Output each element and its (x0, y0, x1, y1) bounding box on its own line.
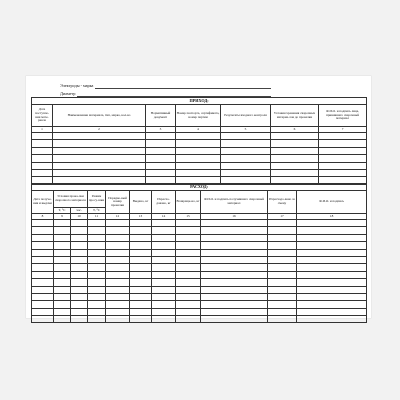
entry-cell[interactable] (152, 316, 176, 323)
entry-cell[interactable] (201, 293, 268, 300)
entry-cell[interactable] (54, 316, 71, 323)
expense-rows (32, 220, 367, 323)
entry-cell[interactable] (146, 155, 176, 162)
entry-cell[interactable] (297, 249, 367, 256)
table-row (32, 316, 367, 323)
expense-num-13: 13 (130, 214, 152, 220)
income-col-normative: Нормативный документ (146, 105, 176, 127)
entry-cell[interactable] (319, 162, 367, 169)
entry-cell[interactable] (106, 286, 130, 293)
entry-cell[interactable] (146, 169, 176, 176)
entry-cell[interactable] (297, 242, 367, 249)
entry-cell[interactable] (53, 147, 146, 154)
entry-cell[interactable] (176, 271, 201, 278)
entry-cell[interactable] (88, 220, 106, 227)
entry-cell[interactable] (152, 227, 176, 234)
entry-cell[interactable] (201, 308, 268, 315)
expense-num-12: 12 (106, 214, 130, 220)
entry-cell[interactable] (53, 140, 146, 147)
entry-cell[interactable] (201, 286, 268, 293)
entry-cell[interactable] (54, 308, 71, 315)
table-row (32, 301, 367, 308)
entry-cell[interactable] (297, 301, 367, 308)
entry-cell[interactable] (221, 140, 271, 147)
expense-col-date: Дата получе-ния и выдачи (32, 191, 54, 214)
income-col-storage: Условия хранения сварочных материа-лов до прокалки (271, 105, 319, 127)
table-row (32, 249, 367, 256)
entry-cell[interactable] (106, 301, 130, 308)
entry-cell[interactable] (54, 271, 71, 278)
entry-cell[interactable] (268, 227, 297, 234)
entry-cell[interactable] (54, 227, 71, 234)
expense-num-17: 17 (268, 214, 297, 220)
entry-cell[interactable] (71, 242, 88, 249)
entry-cell[interactable] (271, 147, 319, 154)
entry-cell[interactable] (176, 279, 201, 286)
entry-cell[interactable] (271, 169, 319, 176)
entry-cell[interactable] (319, 133, 367, 140)
electrodes-field (60, 83, 93, 88)
entry-cell[interactable] (71, 279, 88, 286)
expense-col-calc-temp: T, °C (54, 208, 71, 214)
expense-col-shift: Израсходо-вано за смену (268, 191, 297, 214)
entry-cell[interactable] (268, 242, 297, 249)
entry-cell[interactable] (88, 279, 106, 286)
entry-cell[interactable] (146, 133, 176, 140)
expense-num-8: 8 (32, 214, 54, 220)
entry-cell[interactable] (297, 256, 367, 263)
table-row (32, 256, 367, 263)
income-col-material: Наименование материала, тип, марка, кол-во (53, 105, 146, 127)
entry-cell[interactable] (176, 316, 201, 323)
entry-cell[interactable] (54, 279, 71, 286)
entry-cell[interactable] (152, 256, 176, 263)
entry-cell[interactable] (88, 271, 106, 278)
entry-cell[interactable] (88, 293, 106, 300)
entry-cell[interactable] (130, 249, 152, 256)
entry-cell[interactable] (71, 301, 88, 308)
entry-cell[interactable] (221, 147, 271, 154)
entry-cell[interactable] (32, 147, 53, 154)
entry-cell[interactable] (176, 286, 201, 293)
table-row (32, 155, 367, 162)
entry-cell[interactable] (130, 220, 152, 227)
entry-cell[interactable] (146, 162, 176, 169)
entry-cell[interactable] (106, 271, 130, 278)
entry-cell[interactable] (176, 133, 221, 140)
entry-cell[interactable] (71, 249, 88, 256)
entry-cell[interactable] (71, 234, 88, 241)
expense-num-10: 10 (71, 214, 88, 220)
entry-cell[interactable] (71, 220, 88, 227)
entry-cell[interactable] (130, 308, 152, 315)
entry-cell[interactable] (268, 308, 297, 315)
entry-cell[interactable] (106, 308, 130, 315)
entry-cell[interactable] (297, 316, 367, 323)
entry-cell[interactable] (201, 242, 268, 249)
entry-cell[interactable] (201, 301, 268, 308)
entry-cell[interactable] (54, 293, 71, 300)
entry-cell[interactable] (297, 271, 367, 278)
entry-cell[interactable] (146, 140, 176, 147)
entry-cell[interactable] (268, 271, 297, 278)
income-num-3: 3 (146, 127, 176, 133)
entry-cell[interactable] (106, 264, 130, 271)
expense-num-15: 15 (176, 214, 201, 220)
entry-cell[interactable] (268, 220, 297, 227)
table-row (32, 293, 367, 300)
entry-cell[interactable] (201, 271, 268, 278)
entry-cell[interactable] (106, 293, 130, 300)
entry-cell[interactable] (32, 140, 53, 147)
entry-cell[interactable] (152, 293, 176, 300)
entry-cell[interactable] (297, 220, 367, 227)
expense-col-dry: Режим просу-шки (88, 191, 106, 208)
table-row (32, 169, 367, 176)
income-num-5: 5 (221, 127, 271, 133)
income-num-4: 4 (176, 127, 221, 133)
entry-cell[interactable] (54, 256, 71, 263)
entry-cell[interactable] (271, 140, 319, 147)
table-row (32, 220, 367, 227)
entry-cell[interactable] (221, 155, 271, 162)
entry-cell[interactable] (221, 162, 271, 169)
entry-cell[interactable] (176, 293, 201, 300)
entry-cell[interactable] (268, 293, 297, 300)
entry-cell[interactable] (176, 140, 221, 147)
entry-cell[interactable] (53, 169, 146, 176)
expense-num-16: 16 (201, 214, 268, 220)
entry-cell[interactable] (32, 286, 54, 293)
entry-cell[interactable] (201, 256, 268, 263)
entry-cell[interactable] (32, 316, 54, 323)
entry-cell[interactable] (71, 316, 88, 323)
table-row (32, 133, 367, 140)
entry-cell[interactable] (152, 308, 176, 315)
entry-cell[interactable] (71, 227, 88, 234)
table-row (32, 286, 367, 293)
entry-cell[interactable] (221, 169, 271, 176)
entry-cell[interactable] (297, 264, 367, 271)
entry-cell[interactable] (71, 286, 88, 293)
entry-cell[interactable] (271, 133, 319, 140)
entry-cell[interactable] (88, 316, 106, 323)
entry-cell[interactable] (319, 147, 367, 154)
entry-cell[interactable] (106, 227, 130, 234)
electrodes-label: Электроды - марка (60, 83, 94, 88)
income-num-6: 6 (271, 127, 319, 133)
expense-col-issued: Выдано, кг (130, 191, 152, 214)
entry-cell[interactable] (54, 242, 71, 249)
entry-cell[interactable] (319, 140, 367, 147)
entry-cell[interactable] (201, 227, 268, 234)
entry-cell[interactable] (53, 155, 146, 162)
expense-num-14: 14 (152, 214, 176, 220)
entry-cell[interactable] (71, 308, 88, 315)
entry-cell[interactable] (297, 234, 367, 241)
entry-cell[interactable] (297, 293, 367, 300)
expense-col-calc-time: час. (71, 208, 88, 214)
entry-cell[interactable] (130, 264, 152, 271)
entry-cell[interactable] (88, 256, 106, 263)
entry-cell[interactable] (32, 271, 54, 278)
entry-cell[interactable] (152, 286, 176, 293)
table-row (32, 271, 367, 278)
entry-cell[interactable] (319, 169, 367, 176)
income-num-7: 7 (319, 127, 367, 133)
entry-cell[interactable] (130, 279, 152, 286)
log-sheet (26, 76, 371, 318)
expense-col-dry-temp: T, °C (88, 208, 106, 214)
entry-cell[interactable] (106, 256, 130, 263)
entry-cell[interactable] (88, 234, 106, 241)
entry-cell[interactable] (32, 293, 54, 300)
entry-cell[interactable] (71, 293, 88, 300)
entry-cell[interactable] (152, 249, 176, 256)
table-row (32, 264, 367, 271)
entry-cell[interactable] (319, 155, 367, 162)
entry-cell[interactable] (32, 162, 53, 169)
table-row (32, 234, 367, 241)
entry-cell[interactable] (32, 155, 53, 162)
entry-cell[interactable] (32, 256, 54, 263)
entry-cell[interactable] (152, 264, 176, 271)
expense-num-11: 11 (88, 214, 106, 220)
entry-cell[interactable] (54, 220, 71, 227)
entry-cell[interactable] (176, 264, 201, 271)
entry-cell[interactable] (130, 271, 152, 278)
entry-cell[interactable] (152, 301, 176, 308)
entry-cell[interactable] (106, 242, 130, 249)
entry-cell[interactable] (221, 133, 271, 140)
entry-cell[interactable] (130, 316, 152, 323)
entry-cell[interactable] (176, 147, 221, 154)
entry-cell[interactable] (106, 234, 130, 241)
table-row (32, 227, 367, 234)
entry-cell[interactable] (130, 286, 152, 293)
entry-cell[interactable] (54, 301, 71, 308)
entry-cell[interactable] (152, 242, 176, 249)
entry-cell[interactable] (268, 301, 297, 308)
entry-cell[interactable] (53, 133, 146, 140)
entry-cell[interactable] (176, 301, 201, 308)
expense-num-18: 18 (297, 214, 367, 220)
entry-cell[interactable] (71, 264, 88, 271)
expense-col-returned: Возвраще-но, кг (176, 191, 201, 214)
entry-cell[interactable] (54, 264, 71, 271)
entry-cell[interactable] (297, 279, 367, 286)
entry-cell[interactable] (176, 220, 201, 227)
entry-cell[interactable] (268, 264, 297, 271)
entry-cell[interactable] (106, 249, 130, 256)
entry-cell[interactable] (32, 220, 54, 227)
entry-cell[interactable] (53, 162, 146, 169)
entry-cell[interactable] (268, 234, 297, 241)
entry-cell[interactable] (271, 162, 319, 169)
table-row (32, 162, 367, 169)
entry-cell[interactable] (71, 271, 88, 278)
entry-cell[interactable] (130, 301, 152, 308)
entry-cell[interactable] (176, 227, 201, 234)
entry-cell[interactable] (152, 279, 176, 286)
entry-cell[interactable] (32, 133, 53, 140)
expense-col-used: Израсхо-довано, кг (152, 191, 176, 214)
income-col-receiver: Ф.И.О. и подпись лица, принявшего сварочный материал (319, 105, 367, 127)
entry-cell[interactable] (88, 264, 106, 271)
entry-cell[interactable] (130, 293, 152, 300)
entry-cell[interactable] (201, 249, 268, 256)
entry-cell[interactable] (201, 316, 268, 323)
entry-cell[interactable] (176, 162, 221, 169)
entry-cell[interactable] (201, 264, 268, 271)
entry-cell[interactable] (176, 249, 201, 256)
entry-cell[interactable] (54, 234, 71, 241)
entry-cell[interactable] (130, 242, 152, 249)
entry-cell[interactable] (32, 264, 54, 271)
table-row (32, 242, 367, 249)
entry-cell[interactable] (32, 279, 54, 286)
entry-cell[interactable] (88, 301, 106, 308)
income-rows (32, 133, 367, 185)
entry-cell[interactable] (146, 147, 176, 154)
entry-cell[interactable] (297, 227, 367, 234)
entry-cell[interactable] (106, 220, 130, 227)
entry-cell[interactable] (32, 301, 54, 308)
entry-cell[interactable] (130, 256, 152, 263)
income-table (31, 97, 367, 185)
electrodes-line[interactable] (95, 88, 271, 89)
income-col-inspection: Результаты входного контроля (221, 105, 271, 127)
entry-cell[interactable] (201, 234, 268, 241)
entry-cell[interactable] (201, 279, 268, 286)
entry-cell[interactable] (271, 155, 319, 162)
entry-cell[interactable] (176, 234, 201, 241)
entry-cell[interactable] (130, 234, 152, 241)
entry-cell[interactable] (32, 308, 54, 315)
expense-col-batch: Порядко-вый номер прокалки (106, 191, 130, 214)
entry-cell[interactable] (32, 227, 54, 234)
expense-title: РАСХОД: (32, 184, 367, 191)
table-row (32, 140, 367, 147)
income-title: ПРИХОД: (32, 98, 367, 105)
income-col-passport: Номер паспорта, сертификата, номер партии (176, 105, 221, 127)
entry-cell[interactable] (32, 169, 53, 176)
entry-cell[interactable] (176, 242, 201, 249)
expense-col-calc: Условия прока-лки сварочного материала (54, 191, 88, 208)
entry-cell[interactable] (88, 242, 106, 249)
entry-cell[interactable] (268, 316, 297, 323)
entry-cell[interactable] (130, 227, 152, 234)
entry-cell[interactable] (88, 308, 106, 315)
entry-cell[interactable] (176, 155, 221, 162)
entry-cell[interactable] (152, 220, 176, 227)
entry-cell[interactable] (71, 256, 88, 263)
entry-cell[interactable] (176, 256, 201, 263)
entry-cell[interactable] (297, 308, 367, 315)
entry-cell[interactable] (54, 286, 71, 293)
entry-cell[interactable] (268, 279, 297, 286)
income-num-2: 2 (53, 127, 146, 133)
entry-cell[interactable] (88, 249, 106, 256)
diameter-label: Диаметр (60, 91, 76, 96)
entry-cell[interactable] (176, 169, 221, 176)
income-num-1: 1 (32, 127, 53, 133)
entry-cell[interactable] (54, 249, 71, 256)
entry-cell[interactable] (32, 242, 54, 249)
entry-cell[interactable] (297, 286, 367, 293)
table-row (32, 308, 367, 315)
diameter-field (60, 91, 75, 96)
entry-cell[interactable] (106, 279, 130, 286)
entry-cell[interactable] (176, 308, 201, 315)
table-row (32, 147, 367, 154)
entry-cell[interactable] (106, 316, 130, 323)
entry-cell[interactable] (268, 286, 297, 293)
entry-cell[interactable] (152, 271, 176, 278)
entry-cell[interactable] (268, 249, 297, 256)
entry-cell[interactable] (32, 234, 54, 241)
entry-cell[interactable] (201, 220, 268, 227)
entry-cell[interactable] (268, 256, 297, 263)
income-col-date: Дата поступле-ния мате-риала (32, 105, 53, 127)
expense-col-signature: Ф.И.О. и подпись (297, 191, 367, 214)
entry-cell[interactable] (152, 234, 176, 241)
expense-table (31, 183, 367, 323)
entry-cell[interactable] (88, 227, 106, 234)
expense-col-receiver: Ф.И.О. и подпись получившего сварочный материал (201, 191, 268, 214)
table-row (32, 279, 367, 286)
entry-cell[interactable] (88, 286, 106, 293)
entry-cell[interactable] (32, 249, 54, 256)
expense-num-9: 9 (54, 214, 71, 220)
